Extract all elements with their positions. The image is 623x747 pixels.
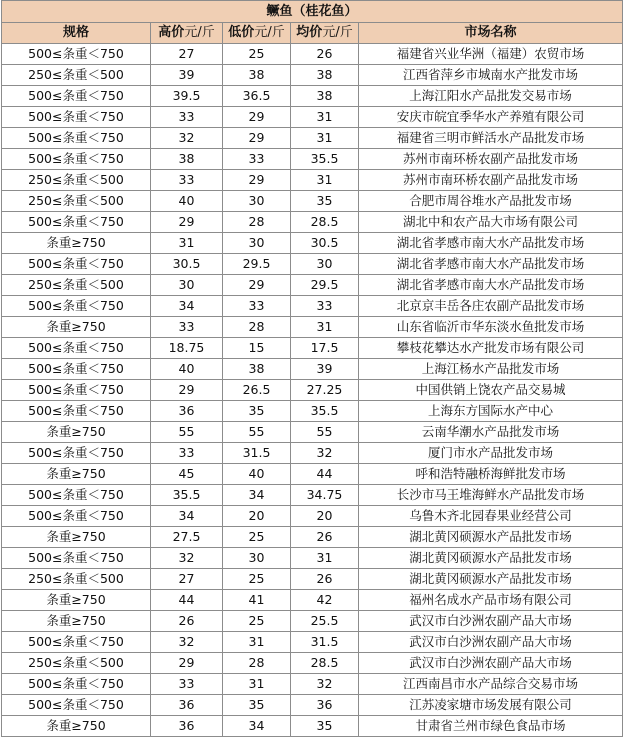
cell-market: 福州名成水产品市场有限公司	[359, 590, 623, 611]
cell-market: 北京京丰岳各庄农副产品批发市场	[359, 296, 623, 317]
cell-low-price: 28	[223, 653, 291, 674]
cell-high-price: 55	[151, 422, 223, 443]
cell-spec: 250≤条重＜500	[2, 65, 151, 86]
cell-avg-price: 31	[291, 548, 359, 569]
cell-low-price: 20	[223, 506, 291, 527]
cell-high-price: 38	[151, 149, 223, 170]
cell-spec: 500≤条重＜750	[2, 338, 151, 359]
cell-high-price: 36	[151, 695, 223, 716]
cell-low-price: 29	[223, 128, 291, 149]
cell-market: 湖北黄冈硕源水产品批发市场	[359, 527, 623, 548]
cell-market: 安庆市皖宜季华水产养殖有限公司	[359, 107, 623, 128]
cell-high-price: 36	[151, 401, 223, 422]
cell-spec: 500≤条重＜750	[2, 485, 151, 506]
cell-avg-price: 20	[291, 506, 359, 527]
cell-avg-price: 31	[291, 107, 359, 128]
cell-avg-price: 29.5	[291, 275, 359, 296]
cell-avg-price: 27.25	[291, 380, 359, 401]
cell-spec: 500≤条重＜750	[2, 86, 151, 107]
cell-spec: 500≤条重＜750	[2, 632, 151, 653]
cell-market: 武汉市白沙洲农副产品大市场	[359, 632, 623, 653]
cell-low-price: 29	[223, 170, 291, 191]
cell-high-price: 34	[151, 296, 223, 317]
cell-market: 江西南昌市水产品综合交易市场	[359, 674, 623, 695]
cell-market: 上海东方国际水产中心	[359, 401, 623, 422]
cell-spec: 条重≥750	[2, 422, 151, 443]
cell-high-price: 34	[151, 506, 223, 527]
cell-spec: 500≤条重＜750	[2, 254, 151, 275]
cell-market: 福建省兴业华洲（福建）农贸市场	[359, 44, 623, 65]
cell-spec: 500≤条重＜750	[2, 380, 151, 401]
cell-market: 山东省临沂市华东淡水鱼批发市场	[359, 317, 623, 338]
cell-avg-price: 26	[291, 527, 359, 548]
cell-avg-price: 34.75	[291, 485, 359, 506]
table-row	[2, 527, 623, 548]
cell-avg-price: 35	[291, 191, 359, 212]
cell-high-price: 33	[151, 443, 223, 464]
cell-market: 湖北黄冈硕源水产品批发市场	[359, 569, 623, 590]
cell-high-price: 32	[151, 128, 223, 149]
header-low-unit: 元/斤	[254, 25, 285, 40]
cell-high-price: 35.5	[151, 485, 223, 506]
cell-market: 厦门市水产品批发市场	[359, 443, 623, 464]
cell-low-price: 28	[223, 212, 291, 233]
cell-high-price: 33	[151, 107, 223, 128]
cell-low-price: 35	[223, 401, 291, 422]
cell-avg-price: 26	[291, 569, 359, 590]
table-body	[2, 44, 623, 737]
cell-low-price: 29	[223, 275, 291, 296]
cell-spec: 条重≥750	[2, 233, 151, 254]
table-row	[2, 359, 623, 380]
cell-low-price: 25	[223, 44, 291, 65]
cell-market: 苏州市南环桥农副产品批发市场	[359, 149, 623, 170]
cell-low-price: 15	[223, 338, 291, 359]
cell-market: 云南华潮水产品批发市场	[359, 422, 623, 443]
table-row	[2, 506, 623, 527]
cell-high-price: 32	[151, 548, 223, 569]
cell-low-price: 31	[223, 632, 291, 653]
cell-high-price: 40	[151, 359, 223, 380]
cell-market: 中国供销上饶农产品交易城	[359, 380, 623, 401]
cell-spec: 500≤条重＜750	[2, 359, 151, 380]
header-avg-unit: 元/斤	[322, 25, 353, 40]
cell-low-price: 34	[223, 485, 291, 506]
header-high-price	[151, 23, 223, 44]
cell-avg-price: 30	[291, 254, 359, 275]
cell-market: 长沙市马王堆海鲜水产品批发市场	[359, 485, 623, 506]
cell-avg-price: 35.5	[291, 401, 359, 422]
cell-spec: 500≤条重＜750	[2, 674, 151, 695]
table-row	[2, 653, 623, 674]
table-row	[2, 464, 623, 485]
cell-spec: 条重≥750	[2, 611, 151, 632]
cell-spec: 250≤条重＜500	[2, 569, 151, 590]
cell-low-price: 34	[223, 716, 291, 737]
cell-spec: 250≤条重＜500	[2, 191, 151, 212]
table-row	[2, 632, 623, 653]
cell-market: 合肥市周谷堆水产品批发市场	[359, 191, 623, 212]
cell-low-price: 31	[223, 674, 291, 695]
cell-market: 江苏凌家塘市场发展有限公司	[359, 695, 623, 716]
cell-spec: 500≤条重＜750	[2, 695, 151, 716]
cell-avg-price: 39	[291, 359, 359, 380]
table-row	[2, 86, 623, 107]
cell-avg-price: 35	[291, 716, 359, 737]
cell-low-price: 35	[223, 695, 291, 716]
cell-spec: 500≤条重＜750	[2, 212, 151, 233]
cell-low-price: 30	[223, 233, 291, 254]
table-row	[2, 548, 623, 569]
cell-avg-price: 31.5	[291, 632, 359, 653]
cell-market: 湖北中和农产品大市场有限公司	[359, 212, 623, 233]
cell-market: 乌鲁木齐北园春果业经营公司	[359, 506, 623, 527]
cell-avg-price: 31	[291, 170, 359, 191]
table-title-row	[2, 1, 623, 23]
cell-high-price: 26	[151, 611, 223, 632]
table-row	[2, 44, 623, 65]
table-row	[2, 191, 623, 212]
cell-high-price: 33	[151, 674, 223, 695]
header-market: 市场名称	[359, 23, 623, 44]
cell-high-price: 31	[151, 233, 223, 254]
cell-avg-price: 30.5	[291, 233, 359, 254]
price-table	[1, 0, 623, 737]
table-row	[2, 422, 623, 443]
cell-spec: 条重≥750	[2, 527, 151, 548]
cell-spec: 条重≥750	[2, 317, 151, 338]
table-row	[2, 233, 623, 254]
cell-avg-price: 25.5	[291, 611, 359, 632]
cell-avg-price: 55	[291, 422, 359, 443]
table-row	[2, 716, 623, 737]
table-row	[2, 107, 623, 128]
cell-high-price: 44	[151, 590, 223, 611]
cell-low-price: 55	[223, 422, 291, 443]
cell-avg-price: 42	[291, 590, 359, 611]
table-row	[2, 170, 623, 191]
cell-avg-price: 28.5	[291, 653, 359, 674]
cell-high-price: 27	[151, 44, 223, 65]
cell-avg-price: 35.5	[291, 149, 359, 170]
cell-low-price: 33	[223, 149, 291, 170]
cell-high-price: 18.75	[151, 338, 223, 359]
cell-high-price: 27	[151, 569, 223, 590]
table-row	[2, 611, 623, 632]
table-row	[2, 485, 623, 506]
cell-high-price: 29	[151, 212, 223, 233]
cell-avg-price: 32	[291, 674, 359, 695]
cell-market: 湖北黄冈硕源水产品批发市场	[359, 548, 623, 569]
cell-market: 江西省萍乡市城南水产批发市场	[359, 65, 623, 86]
table-row	[2, 317, 623, 338]
cell-high-price: 32	[151, 632, 223, 653]
cell-spec: 条重≥750	[2, 590, 151, 611]
header-spec: 规格	[2, 23, 151, 44]
cell-low-price: 26.5	[223, 380, 291, 401]
cell-avg-price: 17.5	[291, 338, 359, 359]
cell-avg-price: 32	[291, 443, 359, 464]
cell-low-price: 41	[223, 590, 291, 611]
cell-spec: 250≤条重＜500	[2, 653, 151, 674]
cell-spec: 条重≥750	[2, 464, 151, 485]
cell-market: 上海江杨水产品批发市场	[359, 359, 623, 380]
cell-high-price: 45	[151, 464, 223, 485]
cell-avg-price: 33	[291, 296, 359, 317]
cell-low-price: 33	[223, 296, 291, 317]
cell-high-price: 30	[151, 275, 223, 296]
cell-market: 呼和浩特融桥海鲜批发市场	[359, 464, 623, 485]
table-row	[2, 128, 623, 149]
table-row	[2, 695, 623, 716]
table-row	[2, 149, 623, 170]
cell-high-price: 39.5	[151, 86, 223, 107]
cell-high-price: 36	[151, 716, 223, 737]
header-low-price	[223, 23, 291, 44]
cell-spec: 500≤条重＜750	[2, 443, 151, 464]
cell-market: 苏州市南环桥农副产品批发市场	[359, 170, 623, 191]
table-row	[2, 569, 623, 590]
cell-market: 武汉市白沙洲农副产品大市场	[359, 611, 623, 632]
table-row	[2, 443, 623, 464]
cell-spec: 500≤条重＜750	[2, 107, 151, 128]
table-row	[2, 65, 623, 86]
cell-market: 福建省三明市鲜活水产品批发市场	[359, 128, 623, 149]
cell-avg-price: 36	[291, 695, 359, 716]
table-row	[2, 590, 623, 611]
table-row	[2, 296, 623, 317]
table-row	[2, 254, 623, 275]
cell-spec: 500≤条重＜750	[2, 128, 151, 149]
cell-high-price: 27.5	[151, 527, 223, 548]
cell-low-price: 29	[223, 107, 291, 128]
table-row	[2, 380, 623, 401]
cell-low-price: 25	[223, 611, 291, 632]
header-high-label: 高价	[158, 25, 185, 40]
cell-market: 湖北省孝感市南大水产品批发市场	[359, 275, 623, 296]
table-title: 鳜鱼（桂花鱼）	[2, 1, 623, 23]
table-row	[2, 212, 623, 233]
cell-spec: 条重≥750	[2, 716, 151, 737]
cell-spec: 500≤条重＜750	[2, 506, 151, 527]
cell-high-price: 29	[151, 653, 223, 674]
table-row	[2, 674, 623, 695]
cell-high-price: 33	[151, 170, 223, 191]
table-row	[2, 401, 623, 422]
cell-market: 甘肃省兰州市绿色食品市场	[359, 716, 623, 737]
cell-low-price: 28	[223, 317, 291, 338]
cell-spec: 500≤条重＜750	[2, 401, 151, 422]
cell-low-price: 38	[223, 359, 291, 380]
cell-spec: 250≤条重＜500	[2, 275, 151, 296]
cell-low-price: 36.5	[223, 86, 291, 107]
cell-low-price: 31.5	[223, 443, 291, 464]
cell-avg-price: 38	[291, 65, 359, 86]
header-avg-price	[291, 23, 359, 44]
cell-spec: 500≤条重＜750	[2, 296, 151, 317]
cell-low-price: 30	[223, 191, 291, 212]
cell-market: 上海江阳水产品批发交易市场	[359, 86, 623, 107]
cell-low-price: 30	[223, 548, 291, 569]
cell-market: 攀枝花攀达水产批发市场有限公司	[359, 338, 623, 359]
table-row	[2, 275, 623, 296]
cell-spec: 500≤条重＜750	[2, 149, 151, 170]
cell-market: 湖北省孝感市南大水产品批发市场	[359, 254, 623, 275]
table-row	[2, 338, 623, 359]
cell-avg-price: 26	[291, 44, 359, 65]
header-avg-label: 均价	[296, 25, 323, 40]
cell-avg-price: 28.5	[291, 212, 359, 233]
table-header-row	[2, 23, 623, 44]
cell-low-price: 25	[223, 569, 291, 590]
cell-low-price: 29.5	[223, 254, 291, 275]
cell-avg-price: 38	[291, 86, 359, 107]
cell-spec: 500≤条重＜750	[2, 44, 151, 65]
cell-low-price: 40	[223, 464, 291, 485]
cell-high-price: 39	[151, 65, 223, 86]
cell-high-price: 29	[151, 380, 223, 401]
cell-spec: 500≤条重＜750	[2, 548, 151, 569]
cell-low-price: 38	[223, 65, 291, 86]
cell-avg-price: 44	[291, 464, 359, 485]
cell-high-price: 33	[151, 317, 223, 338]
cell-high-price: 40	[151, 191, 223, 212]
header-high-unit: 元/斤	[184, 25, 215, 40]
cell-market: 湖北省孝感市南大水产品批发市场	[359, 233, 623, 254]
header-low-label: 低价	[228, 25, 255, 40]
cell-low-price: 25	[223, 527, 291, 548]
cell-market: 武汉市白沙洲农副产品大市场	[359, 653, 623, 674]
cell-high-price: 30.5	[151, 254, 223, 275]
cell-spec: 250≤条重＜500	[2, 170, 151, 191]
cell-avg-price: 31	[291, 128, 359, 149]
cell-avg-price: 31	[291, 317, 359, 338]
